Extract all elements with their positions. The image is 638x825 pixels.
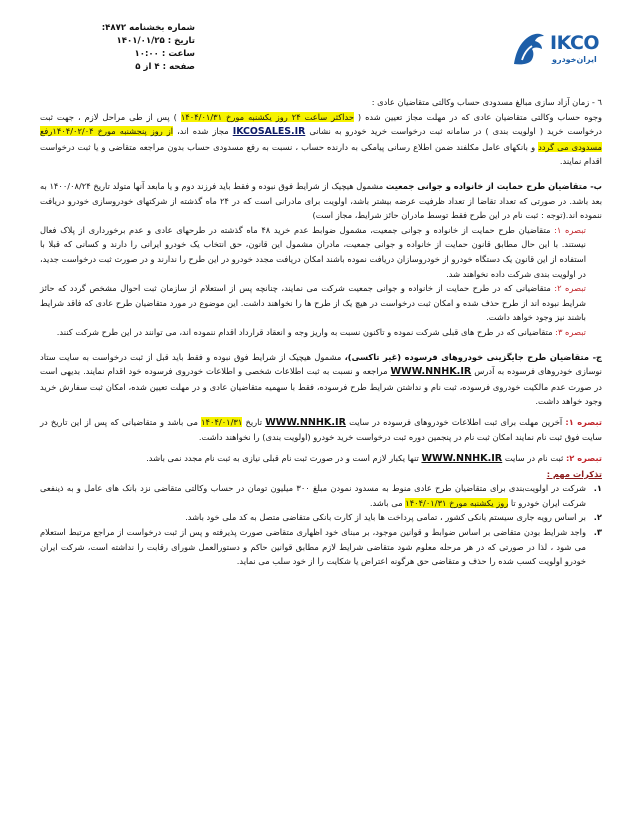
circular-number: شماره بخشنامه ۴۸۷۲:: [101, 23, 195, 33]
page-number: صفحه : ۴ از ۵: [135, 62, 195, 72]
section-b-paragraph: ب- متقاضیان طرح حمایت از خانواده و جوانی جمعیت مشمول هیچیک از شرایط فوق نبوده و فقط باید فرزند دوم و یا مابعد آنها متولد تاریخ ۱۴۰۰/۰۸/۲۴ به بعد باشد. در صورتی که تعداد تقاضا از تعداد ظرفیت عرضه بیشتر باشد، اولویت برای مادرانی است که در ۲۴ ماه گذشته از شرکتهای خودروسازی خودرو دریافت ننموده اند.(توجه : ثبت نام در این طرح فقط توسط مادران حائز شرایط، مجاز است): [40, 180, 603, 221]
nnhk-link[interactable]: WWW.NNHK.IR: [390, 366, 472, 378]
note-item-1: ۱. شرکت در اولویت‌بندی برای متقاضیان طرح عادی منوط به مسدود نمودن مبلغ ۳۰۰ میلیون تومان در حساب وکالتی متقاضی نزد بانک های عامل و به ذینفعی شرکت ایران خودرو تا روز یکشنبه مورخ ۱۴۰۴/۰۱/۳۱ می باشد.: [40, 483, 602, 508]
section-c-note-1: تبصره ۱: آخرین مهلت برای ثبت اطلاعات خودروهای فرسوده در سایت WWW.NNHK.IR تاریخ ۱۴۰۴/۰۱/۳۱ می باشد و متقاضیانی که پس از این تاریخ در سایت فوق ثبت نام نمایند امکان ثبت نام در پنجمین دوره ثبت درخواست خرید خودرو (اولویت بندی) را نخواهند داشت.: [40, 416, 602, 443]
ikco-logo: [508, 30, 616, 70]
deadline-highlight: حداکثر ساعت ۲۴ روز یکشنبه مورخ ۱۴۰۴/۰۱/۳۱: [180, 111, 354, 122]
section-b-note-3: تبصره ۳: متقاضیانی که در طرح های قبلی شرکت نموده و تاکنون نسبت به واریز وجه و انعقاد قرارداد اقدام ننموده اند، می توانند در این طرح شرکت کنند.: [56, 326, 586, 337]
issue-time: ساعت : ۱۰:۰۰: [134, 49, 195, 59]
section-c-paragraph: ج- متقاضیان طرح جایگزینی خودروهای فرسوده (غیر تاکسی)، مشمول هیچیک از شرایط فوق نبوده و فقط باید قبل از ثبت درخواست به سایت ستاد نوسازی خودروهای فرسوده به آدرس WWW.NNHK.IR مراجعه و نسبت به ثبت اطلاعات شخصی و اطلاعات خودروی فرسوده خود اقدام نمایند. بدیهی است در صورت عدم مالکیت خودروی فرسوده، ثبت نام و نداشتن شرایط طرح فرسوده، فقط با سهمیه متقاضیان عادی و در مهلت تعیین شده، امکان ثبت سفارش خرید وجود خواهد داشت.: [40, 351, 603, 407]
logo-farsi: ایران‌خودرو: [552, 55, 597, 64]
section-c-heading: ج- متقاضیان طرح جایگزینی خودروهای فرسوده (غیر تاکسی)،: [344, 351, 603, 362]
section-b-note-2: تبصره ۲: متقاضیانی که در طرح حمایت از خانواده و جوانی جمعیت شرکت می نمایند، چنانچه پس از استعلام از سازمان ثبت احوال مشخص گردد که حائز شرایط نبوده اند از طرح حذف شده و امکان ثبت درخواست در هیچ یک از طرح ها را نخواهند داشت. این موضوع در مورد متقاضیان طرح عادی که فاقد شرایط باشند نیز وجود خواهد داشت.: [40, 283, 586, 323]
important-notes-title: تذکرات مهم :: [546, 468, 602, 479]
note-item-2: ۲. بر اساس رویه جاری سیستم بانکی کشور ، تمامی پرداخت ها باید از کارت بانکی متقاضی متصل به کد ملی خود باشد.: [185, 512, 602, 523]
section-6-paragraph: وجوه حساب وکالتی متقاضیان عادی که در مهلت مجاز تعیین شده ( حداکثر ساعت ۲۴ روز یکشنبه مورخ ۱۴۰۴/۰۱/۳۱ ) پس از طی مراحل لازم ، جهت ثبت درخواست خرید ( اولویت بندی ) در سامانه ثبت درخواست خرید خودرو به نشانی IKCOSALES.IR مجاز شده اند، از روز پنجشنبه مورخ ۱۴۰۴/۰۲/۰۴رفع مسدودی می گردد و بانکهای عامل مکلفند ضمن اطلاع رسانی پیامکی به دارنده حساب ، نسبت به رفع مسدودی حساب بدون مراجعه متقاضی و یا ثبت درخواست اقدام نمایند.: [40, 111, 602, 167]
document-body: [40, 95, 602, 569]
section-c-note-2: تبصره ۲: ثبت نام در سایت WWW.NNHK.IR تنها یکبار لازم است و در صورت ثبت نام قبلی نیازی به ثبت نام مجدد نمی باشد.: [146, 453, 602, 465]
section-6-title: ٦ - زمان آزاد سازی مبالغ مسدودی حساب وکالتی متقاضیان عادی :: [371, 97, 602, 107]
nnhk-link-note-1[interactable]: WWW.NNHK.IR: [265, 416, 346, 428]
logo-latin: IKCO: [550, 32, 600, 54]
section-6: [40, 95, 602, 169]
section-c: [40, 350, 602, 467]
ikcosales-link[interactable]: IKCOSALES.IR: [232, 126, 306, 138]
section-b-note-1: تبصره ۱: متقاضیان طرح حمایت از خانواده و جوانی جمعیت، مشمول ضوابط عدم خرید ۴۸ ماه گذشته در طرحهای عادی و عدم برخورداری از پلاک فعال نیستند. با این حال مطابق قانون حمایت از خانواده و جوانی جمعیت، مادران مشمول این قانون، حق انتخاب یک خودرو ایرانی را دارند و کسانی که قبلا با استفاده از این قانون یک دستگاه خودرو از خودروسازان دریافت نموده باشند امکان دریافت مجدد خودرو در این طرح را ندارند و در صورت ثبت درخواست جدید، در اولویت بندی شرکت داده نخواهند شد.: [40, 224, 586, 279]
note-item-3: ۳. واجد شرایط بودن متقاضی بر اساس ضوابط و قوانین موجود، بر مبنای خود اظهاری متقاضی صورت پذیرفته و پس از ثبت درخواست از مراجع مرتبط استعلام می شود ، لذا در صورتی که در هر مرحله معلوم شود متقاضی شرایط لازم مطابق قوانین حاکم و دستورالعمل شورای رقابت را نداشته است، شرکت ایران خودرو اولویت کسب شده را حذف و متقاضی حق هرگونه اعتراض یا شکایت را از خود سلب می نماید.: [40, 527, 602, 567]
nnhk-link-note-2[interactable]: WWW.NNHK.IR: [421, 453, 503, 465]
release-date-highlight: از روز پنجشنبه مورخ ۱۴۰۴/۰۲/۰۴رفع مسدودی می گردد: [40, 126, 602, 152]
issue-date: تاریخ : ۱۴۰۱/۰۱/۲۵: [116, 36, 195, 46]
section-b-heading: ب- متقاضیان طرح حمایت از خانواده و جوانی جمعیت: [385, 180, 603, 191]
document-header-meta: [55, 22, 195, 74]
fersoode-deadline-highlight: ۱۴۰۴/۰۱/۳۱: [201, 416, 243, 427]
section-b: [40, 179, 602, 340]
horse-head-icon: [508, 30, 548, 68]
note-1-deadline-highlight: روز یکشنبه مورخ ۱۴۰۴/۰۱/۳۱: [405, 497, 509, 508]
important-notes: [40, 467, 602, 569]
